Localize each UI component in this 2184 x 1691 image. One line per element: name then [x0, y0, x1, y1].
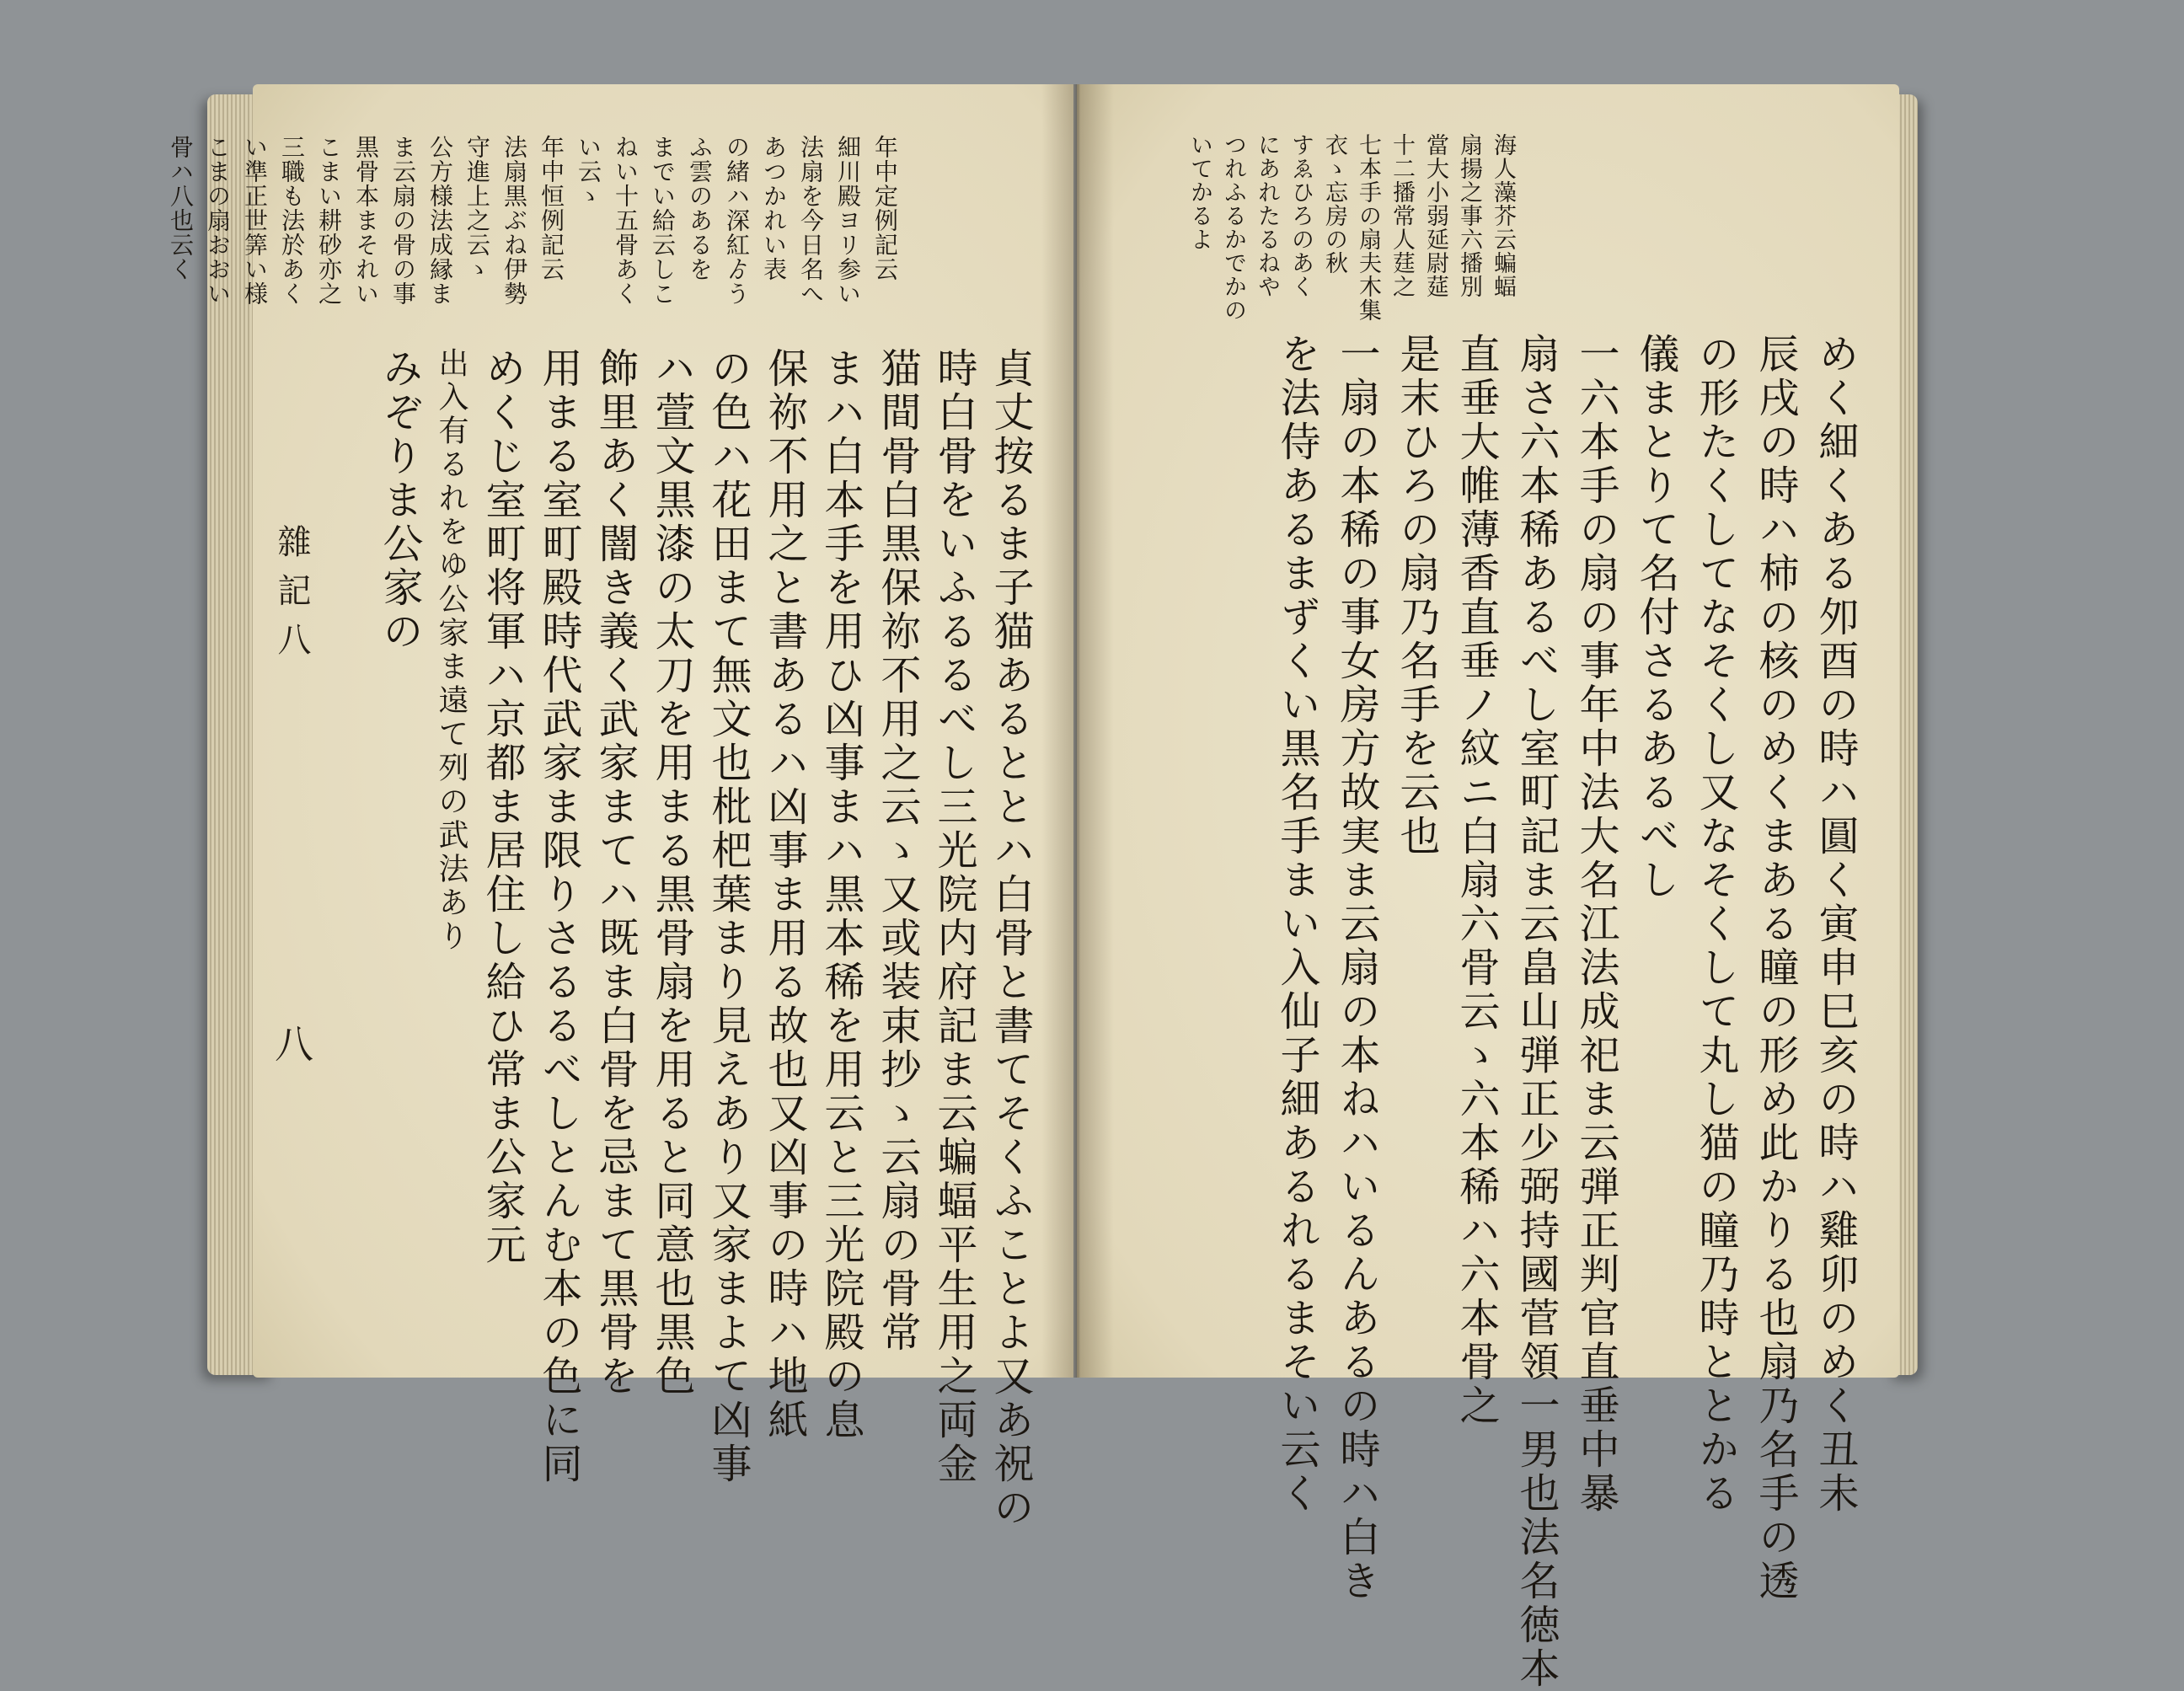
folio-number: 八	[269, 1024, 314, 1062]
text-column: 貞丈按るま子猫あるととハ白骨と書てそくふことよ又あ祝の	[987, 347, 1034, 1530]
text-column: 用まる室町殿時代武家ま限りさるるべしとんむ本の色に同	[535, 347, 582, 1486]
note-column: 海人藻芥云蝙蝠	[1490, 133, 1516, 298]
note-column: 細川殿ヨリ参い	[834, 135, 862, 306]
note-column: 七本手の扇夫木集	[1355, 133, 1381, 322]
text-column: 儀まとりて名付さるあるべし	[1632, 333, 1679, 902]
text-column: めくじ室町将軍ハ京都ま居住し給ひ常ま公家元	[479, 347, 526, 1267]
right-page-body	[1192, 333, 1859, 1691]
note-column: 三職も法於あく	[278, 135, 306, 306]
note-column: 當大小弱延尉莚	[1422, 133, 1448, 298]
note-column: 十二播常人莛之	[1389, 133, 1415, 298]
note-column: 公方様法成縁ま	[426, 135, 454, 306]
text-column: 猫間骨白黒保祢不用之云ゝ又或装束抄ゝ云扇の骨常	[874, 347, 921, 1355]
note-column: い準正世筭い様	[241, 135, 269, 306]
note-column: 法扇を今日名へ	[797, 135, 825, 306]
text-column: 保祢不用之と書あるハ凶事ま用る故也又凶事の時ハ地紙	[761, 347, 808, 1442]
text-column: 直垂大帷薄香直垂ノ紋ニ白扇六骨云ゝ六本稀ハ六本骨之	[1453, 333, 1500, 1428]
note-column: 守進上之云ゝ	[463, 135, 491, 281]
note-column: までい給云しこ	[649, 135, 677, 306]
note-column: すゑひろのあく	[1287, 133, 1314, 298]
note-column: ま云扇の骨の事	[389, 135, 417, 306]
text-column: 出入有るれをゆ公家ま遠て列の武法あり	[434, 347, 468, 954]
book-gutter	[1041, 84, 1114, 1378]
note-column: ねい十五骨あく	[612, 135, 640, 306]
text-column: を法侍あるまずくい黒名手まい入仙子細あるれるまそい云く	[1273, 333, 1320, 1516]
text-column: めく細くある夘酉の時ハ圓く寅申巳亥の時ハ雞卯のめく丑未	[1812, 333, 1859, 1516]
note-column: い云ゝ	[575, 135, 602, 208]
text-column: 時白骨をいふるるべし三光院内府記ま云蝙蝠平生用之両金	[930, 347, 977, 1486]
text-column: の色ハ花田まて無文也枇杷葉まり見えあり又家まよて凶事	[704, 347, 752, 1486]
folio-title: 雜記八	[272, 524, 311, 671]
note-column: 衣ゝ忘房の秋	[1321, 133, 1347, 275]
note-column: いてかるよ	[1186, 133, 1212, 251]
note-column: にあれたるねや	[1254, 133, 1280, 298]
note-column: あつかれい表	[760, 135, 788, 281]
text-column: 辰戌の時ハ柿の核のめくまある瞳の形め此かりる也扇乃名手の透	[1752, 333, 1799, 1603]
left-page-body	[291, 347, 1034, 1530]
note-column: こまい耕砂亦之	[315, 135, 343, 306]
note-column: 年中定例記云	[871, 135, 899, 281]
note-column: つれふるかでかの	[1220, 133, 1246, 322]
note-column: 年中恒例記云	[538, 135, 565, 281]
text-column: みぞりま公家の	[376, 347, 423, 654]
note-column: こまの扇おおい	[204, 135, 232, 306]
note-column: 法扇黒ぶね伊勢	[500, 135, 528, 306]
text-column: まハ白本手を用ひ凶事まハ黒本稀を用云と三光院殿の息	[817, 347, 864, 1442]
text-column: 是末ひろの扇乃名手を云也	[1393, 333, 1440, 859]
note-column: 扇揚之事六播別	[1456, 133, 1482, 298]
note-column: 黒骨本まそれい	[352, 135, 380, 306]
note-column: の緒ハ深紅ゟう	[723, 135, 751, 306]
text-column: ハ萱文黒漆の太刀を用まる黒骨扇を用ると同意也黒色	[648, 347, 695, 1399]
text-column: 扇さ六本稀あるべし室町記ま云畠山弾正少弼持國菅領一男也法名徳本	[1512, 333, 1560, 1691]
note-column: 骨ハ八也云く	[167, 135, 195, 281]
text-column: の形たくしてなそくし又なそくして丸し猫の瞳乃時ととかる	[1692, 333, 1739, 1516]
text-column: 一扇の本稀の事女房方故実ま云扇の本ねハいるんあるの時ハ白き	[1333, 333, 1380, 1603]
text-column: 一六本手の扇の事年中法大名江法成祀ま云弾正判官直垂中暴	[1572, 333, 1619, 1516]
text-column: 飾里あく闇き義く武家まてハ既ま白骨を忌まて黒骨を	[592, 347, 639, 1399]
note-column: ふ雲のあるを	[686, 135, 714, 281]
